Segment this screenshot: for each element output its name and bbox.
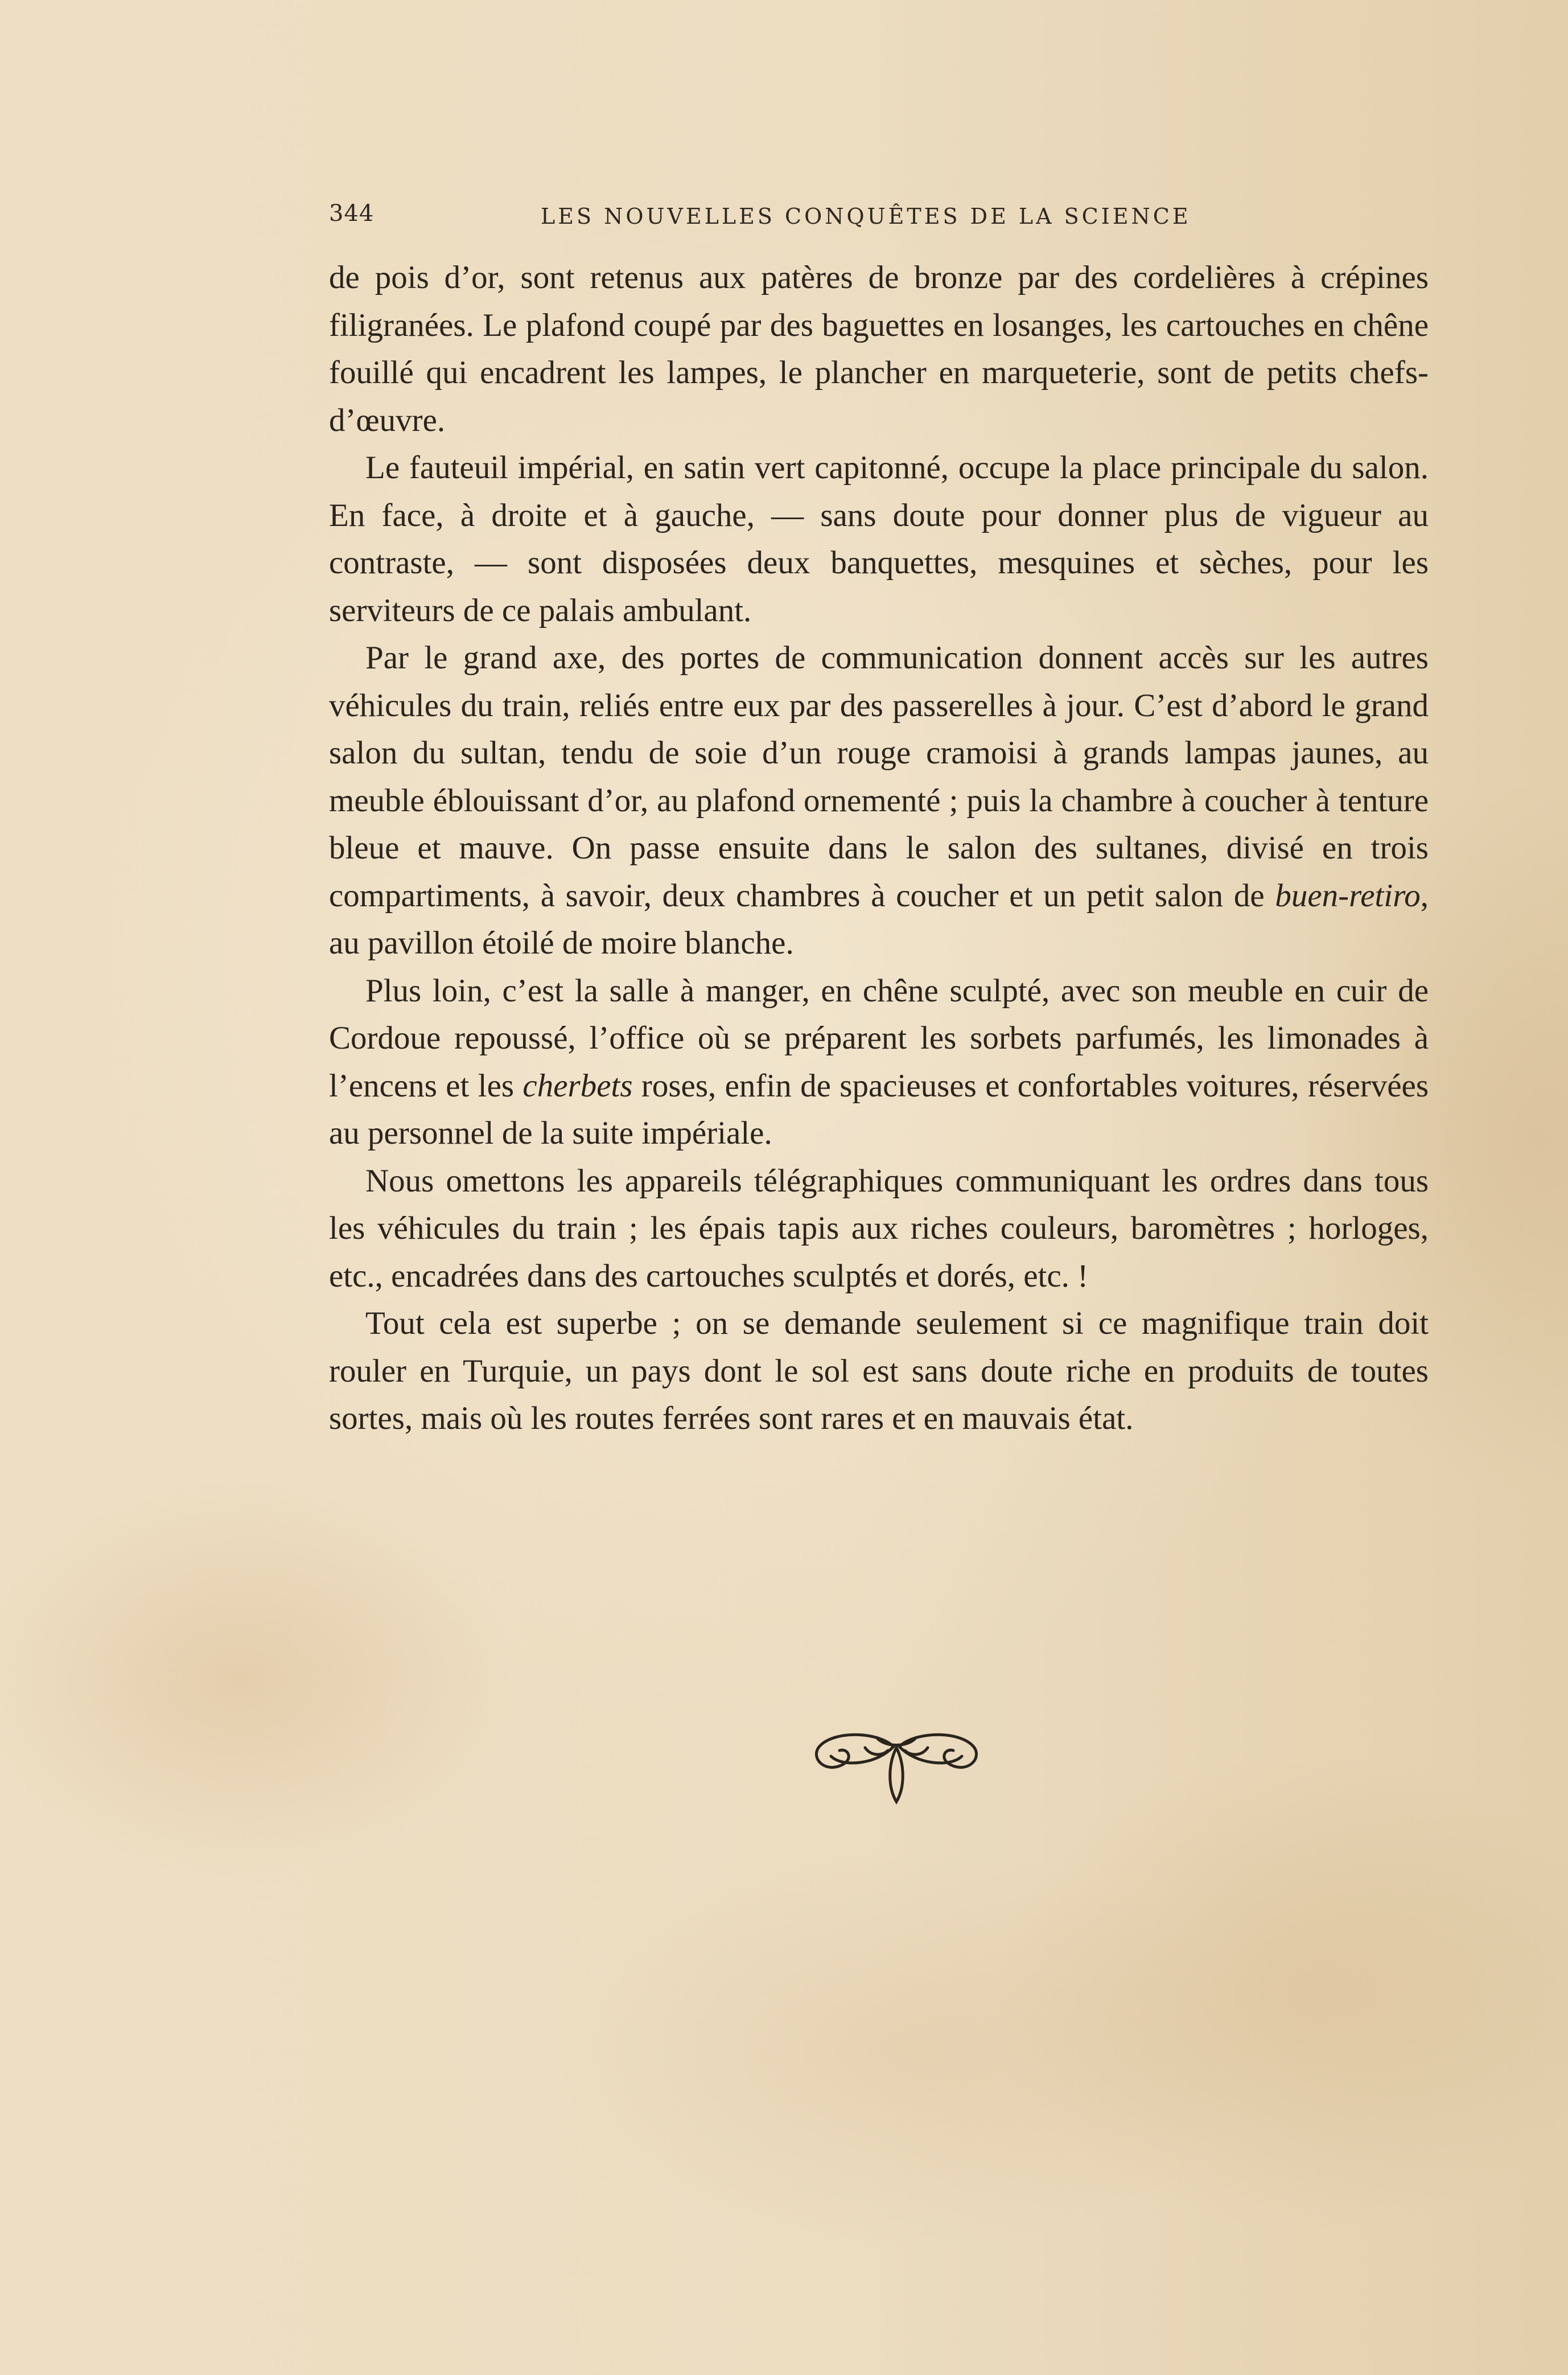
paragraph-3-text: Par le grand axe, des portes de communication donnent accès sur les autres véhicules du train, reliés entre eux par des passerelles à jour. C’est d’abord le grand salon du sultan, tendu de soie d’un rouge cramoisi à grands lampas jaunes, au meuble éblouissant d’or, au plafond ornementé ; puis la chambre à coucher à tenture bleue et mauve. On passe ensuite dans le salon des sultanes, divisé en trois compartiments, à savoir, deux chambres à coucher et un petit salon de bbox=[329, 640, 1429, 914]
paragraph-4-text: Plus loin, c’est la salle à manger, en chêne sculpté, avec son meuble en cuir de Cordoue repoussé, l’office où se préparent les sorbets parfumés, les limonades à l’encens et les bbox=[329, 972, 1429, 1104]
running-title: LES NOUVELLES CONQUÊTES DE LA SCIENCE bbox=[541, 204, 1191, 229]
paragraph-2 bbox=[329, 444, 1429, 634]
paragraph-2-text: Le fauteuil impérial, en satin vert capitonné, occupe la place principale du salon. En face, à droite et à gauche, — sans doute pour donner plus de vigueur au contraste, — sont disposées deux banquettes, mesquines et sèches, pour les serviteurs de ce palais ambulant. bbox=[329, 450, 1429, 628]
paragraph-1 bbox=[329, 254, 1429, 444]
paragraph-5-text: Nous omettons les appareils télégraphiques communiquant les ordres dans tous les véhicules du train ; les épais tapis aux riches couleurs, baromètres ; horloges, etc., encadrées dans des cartouches sculptés et dorés, etc. ! bbox=[329, 1162, 1429, 1294]
body-text bbox=[329, 254, 1429, 1443]
paragraph-6 bbox=[329, 1300, 1429, 1443]
paragraph-1-text: de pois d’or, sont retenus aux patères de bronze par des cordelières à crépines filigranées. Le plafond coupé par des baguettes en losanges, les cartouches en chêne fouillé qui encadrent les lampes, le plancher en marqueterie, sont de petits chefs-d’œuvre. bbox=[329, 260, 1429, 438]
paragraph-6-text: Tout cela est superbe ; on se demande seulement si ce magnifique train doit rouler en Turquie, un pays dont le sol est sans doute riche en produits de toutes sortes, mais où les routes ferrées sont rares et en mauvais état. bbox=[329, 1305, 1429, 1436]
page-number: 344 bbox=[329, 200, 374, 227]
fleuron-ornament-icon bbox=[808, 1725, 985, 1810]
paragraph-4-after: roses, enfin de spacieuses et confortables voitures, réservées au personnel de la suite impériale. bbox=[329, 1067, 1429, 1151]
running-head bbox=[329, 200, 1433, 240]
paragraph-4-italic: cherbets bbox=[522, 1067, 633, 1104]
paragraph-3-after: , au pavillon étoilé de moire blanche. bbox=[329, 877, 1429, 961]
paragraph-4 bbox=[329, 967, 1429, 1157]
paragraph-5 bbox=[329, 1157, 1429, 1300]
paragraph-3-italic: buen-retiro bbox=[1275, 877, 1421, 914]
paragraph-3 bbox=[329, 634, 1429, 967]
